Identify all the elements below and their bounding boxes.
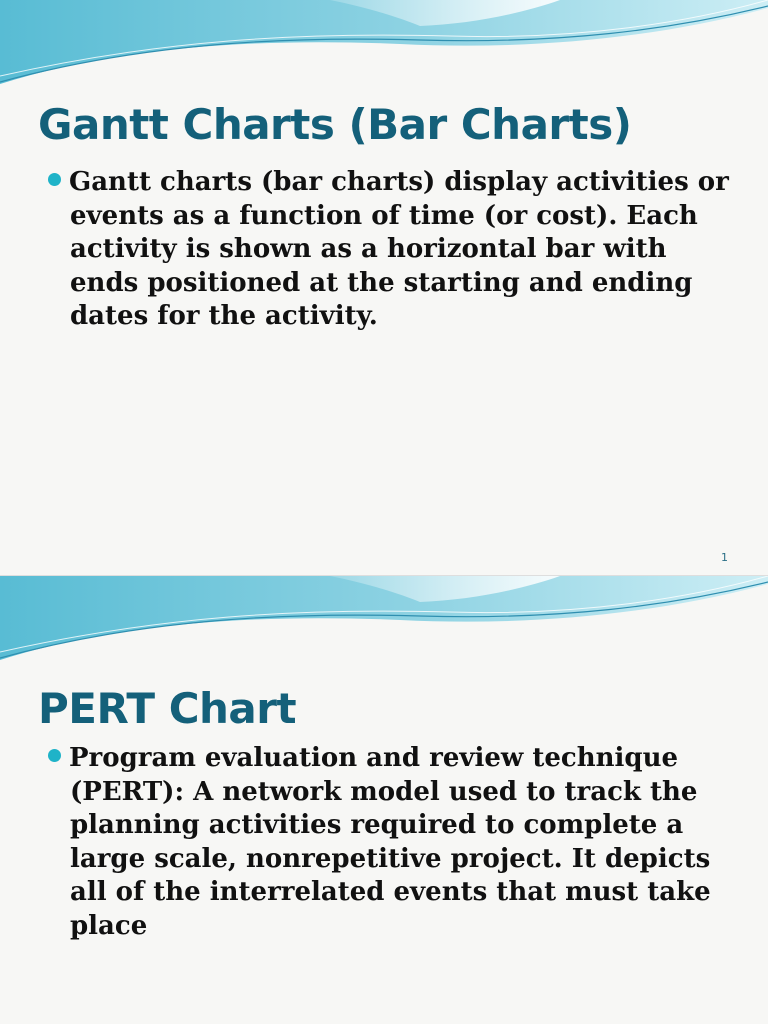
slide-pert-chart: [0, 576, 768, 1024]
header-wave-decoration: [0, 576, 768, 676]
slide-number: 1: [721, 551, 728, 564]
bullet-text: Program evaluation and review technique (PERT): A network model used to track the planning activities required to complete a large scale, nonrepetitive project. It depicts all of the interrelated events that must take place: [69, 743, 711, 941]
bullet-text: Gantt charts (bar charts) display activities or events as a function of time (or cost). Each activity is shown as a horizontal bar with ends positioned at the starting and ending dates for the activity.: [69, 167, 729, 331]
slide-title: Gantt Charts (Bar Charts): [38, 100, 632, 149]
bullet-item: [46, 742, 736, 943]
bullet-icon: [48, 749, 61, 762]
bullet-item: [46, 166, 736, 334]
slide-title: PERT Chart: [38, 684, 297, 733]
header-wave-decoration: [0, 0, 768, 100]
bullet-icon: [48, 173, 61, 186]
